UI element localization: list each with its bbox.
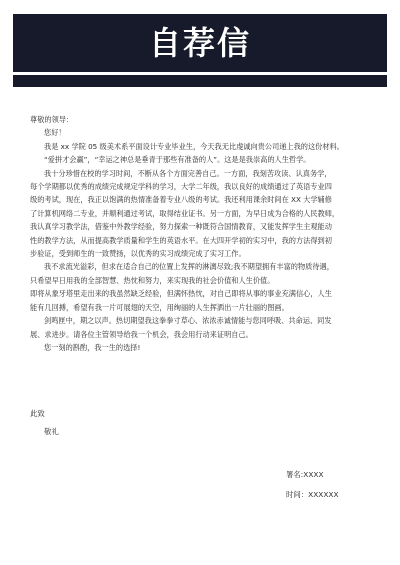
date-line: 时间：XXXXXX — [286, 490, 339, 499]
signature-line: 署名:XXXX — [286, 470, 324, 479]
closing-line-1: 此致 — [30, 409, 45, 418]
body-line: 即将从象牙塔里走出来的我虽然缺乏经验，但满怀热忱，对自己即将从事的事业充满信心，人生 — [30, 289, 332, 299]
greeting: 您好！ — [44, 128, 66, 138]
body-line: 我不求流光溢彩，但求在适合自己的位置上发挥的淋漓尽致;我不期望拥有丰富的物质待遇， — [44, 262, 334, 272]
body-line: 我认真学习教学法，借鉴中外教学经验，努力探索一种既符合国情教育，又能发挥学生主观能动 — [30, 222, 332, 232]
body-line: 级的考试，现在，我正以饱满的热情准备着专业八级的考试。我还利用课余时间在 XX 大学辅修 — [30, 195, 332, 205]
body-line: 我十分珍惜在校的学习时间，不断从各个方面完善自己。一方面，我刻苦攻读、认真务学， — [44, 168, 332, 178]
letter-body — [30, 113, 371, 354]
page-title: 自荐信 — [148, 24, 251, 62]
body-line: 能有几回搏，希望有我一片可展翅的天空，用绚丽的人生挥洒出一片壮丽的图画。 — [30, 302, 289, 312]
title-banner — [13, 14, 387, 72]
body-line: 了计算机网络二专业，并顺利通过考试，取得结业证书。另一方面，为早日成为合格的人民教师， — [30, 208, 340, 218]
body-line: 您一刻的斟酌，我一生的选择! — [44, 342, 141, 352]
salutation: 尊敬的领导： — [30, 115, 74, 124]
body-line: 每个学期都以优秀的成绩完成规定学科的学习，大学二年级，我以良好的成绩通过了英语专业四 — [30, 182, 332, 192]
body-line: 我是 xx 学院 05 级美术系平面设计专业毕业生，今天我无比虔诚向贵公司递上我的这份材料。 — [44, 141, 344, 151]
body-line: 剑鸣匣中，期之以声。热切期望我这拳拳寸草心、浓浓赤诚情能与您同呼吸、共命运、同发 — [44, 316, 332, 326]
body-line: “爱拼才会赢”，“幸运之神总是垂青于那些有准备的人”。这是是我崇高的人生哲学。 — [44, 155, 311, 165]
closing-line-2: 敬礼 — [44, 427, 59, 436]
body-line: 性的教学方法，从而提高教学质量和学生的英语水平。在大四开学初的实习中，我的方法得到初 — [30, 235, 332, 245]
body-line: 展、求进步。请各位主管领导给我一个机会，我会用行动来证明自己。 — [30, 329, 253, 339]
title-underline-bar — [13, 75, 387, 87]
body-line: 只希望早日用我的全部智慧、热忱和努力，来实现我的社会价值和人生价值。 — [30, 275, 275, 285]
body-line: 步验证，受到师生的一致赞扬，以优秀的实习成绩完成了实习工作。 — [30, 249, 246, 259]
